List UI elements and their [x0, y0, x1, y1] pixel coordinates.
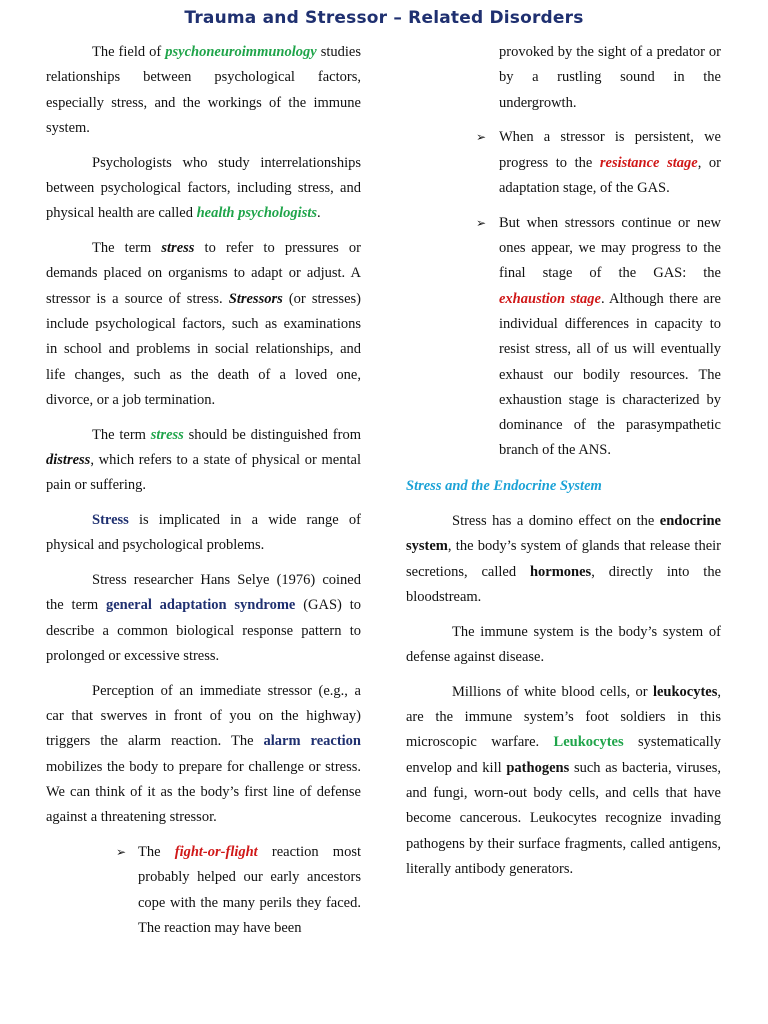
arrow-bullet-icon: ➢	[476, 130, 487, 145]
term-health-psychologists: health psychologists	[196, 205, 318, 222]
text: , are the immune system’s foot soldiers in this microscopic warfare.	[406, 683, 721, 751]
term-exhaustion-stage: exhaustion stage	[499, 290, 601, 307]
text: , the body’s system of glands that release their secretions, called	[406, 538, 721, 580]
term-stressors: Stressors	[228, 290, 283, 307]
text: . Although there are individual differences in capacity to resist stress, all of us will eventually exhaust our bodily resources. The exhaustion stage is characterized by dominance of the parasympathetic branch of the ANS.	[499, 290, 721, 459]
term-general-adaptation-syndrome: general adaptation syndrome	[105, 597, 296, 614]
text: Psychologists who study interrelationships between psychological factors, including stress, and physical health are called	[46, 154, 361, 222]
text: is implicated in a wide range of physical and psychological problems.	[46, 512, 361, 554]
bullet-resistance-stage	[406, 125, 721, 201]
term-fight-or-flight: fight-or-flight	[174, 844, 258, 861]
term-alarm-reaction: alarm reaction	[263, 733, 361, 750]
text: should be distinguished from	[183, 426, 361, 443]
paragraph-leukocytes	[406, 680, 721, 882]
text: studies relationships between psychological factors, especially stress, and the workings of the immune system.	[46, 44, 361, 136]
paragraph-health-psychologists	[46, 151, 361, 227]
text: mobilizes the body to prepare for challenge or stress. We can think of it as the body’s first line of defense against a threatening stressor.	[46, 758, 361, 826]
text: , or adaptation stage, of the GAS.	[499, 154, 721, 196]
term-pathogens: pathogens	[506, 759, 570, 776]
paragraph-psychoneuroimmunology	[46, 40, 361, 141]
text: The	[138, 844, 175, 861]
term-stress: stress	[150, 426, 184, 443]
arrow-bullet-icon: ➢	[116, 845, 127, 860]
text: (or stresses) include psychological factors, such as examinations in school and problems in social relationships, and life changes, such as the death of a loved one, divorce, or a job termination.	[46, 290, 361, 408]
text: to refer to pressures or demands placed on organisms to adapt or adjust. A stressor is a source of stress.	[46, 240, 361, 307]
text: The term	[92, 240, 162, 257]
text: But when stressors continue or new ones appear, we may progress to the final stage of the GAS: the	[499, 214, 721, 282]
arrow-bullet-icon: ➢	[476, 215, 487, 230]
text: (GAS) to describe a common biological response pattern to prolonged or excessive stress.	[46, 597, 361, 665]
paragraph-alarm-reaction	[46, 679, 361, 831]
page-title: Trauma and Stressor – Related Disorders	[184, 8, 584, 28]
term-endocrine-system: endocrine system	[406, 513, 721, 555]
text: systematically envelop and kill	[406, 734, 721, 776]
text: , directly into the bloodstream.	[406, 563, 722, 605]
paragraph-distress	[46, 423, 361, 499]
term-psychoneuroimmunology: psychoneuroimmunology	[165, 44, 317, 60]
text: Perception of an immediate stressor (e.g., a car that swerves in front of you on the highway) triggers the alarm reaction. The	[46, 682, 361, 750]
term-leukocytes: leukocytes	[652, 683, 718, 700]
section-heading-endocrine: Stress and the Endocrine System	[406, 477, 602, 494]
term-stress: Stress	[92, 512, 129, 529]
bullet-exhaustion-stage	[406, 211, 721, 464]
text: Stress researcher Hans Selye (1976) coined the term	[46, 572, 361, 614]
text: reaction most probably helped our early ancestors cope with the many perils they faced. The reaction may have been	[138, 844, 361, 936]
term-resistance-stage: resistance stage	[599, 154, 698, 171]
paragraph-stress-definition	[46, 236, 361, 413]
text: The term	[92, 426, 151, 443]
term-leukocytes-highlight: Leukocytes	[553, 734, 624, 751]
text: When a stressor is persistent, we progress to the	[499, 129, 721, 171]
term-distress: distress	[46, 451, 91, 468]
bullet-fight-or-flight-continued: provoked by the sight of a predator or by a rustling sound in the undergrowth.	[499, 44, 721, 111]
paragraph-endocrine-system	[406, 509, 721, 610]
left-column	[46, 40, 361, 951]
text: The field of	[92, 44, 166, 60]
bullet-fight-or-flight	[46, 840, 361, 941]
paragraph-stress-implicated	[46, 508, 361, 559]
paragraph-gas	[46, 568, 361, 669]
text: .	[317, 205, 321, 222]
term-hormones: hormones	[529, 563, 592, 580]
paragraph-immune-system	[406, 620, 721, 671]
text: such as bacteria, viruses, and fungi, worn-out body cells, and cells that have become cancerous. Leukocytes recognize invading pathogens by their surface fragments, called antigens, literally antibody generators.	[406, 759, 721, 877]
text: The immune system is the body’s system of defense against disease.	[406, 623, 721, 666]
text: Millions of white blood cells, or	[452, 683, 653, 700]
right-column	[406, 40, 721, 892]
text: Stress has a domino effect on the	[452, 513, 660, 530]
term-stress: stress	[161, 240, 195, 257]
text: , which refers to a state of physical or mental pain or suffering.	[46, 451, 361, 494]
